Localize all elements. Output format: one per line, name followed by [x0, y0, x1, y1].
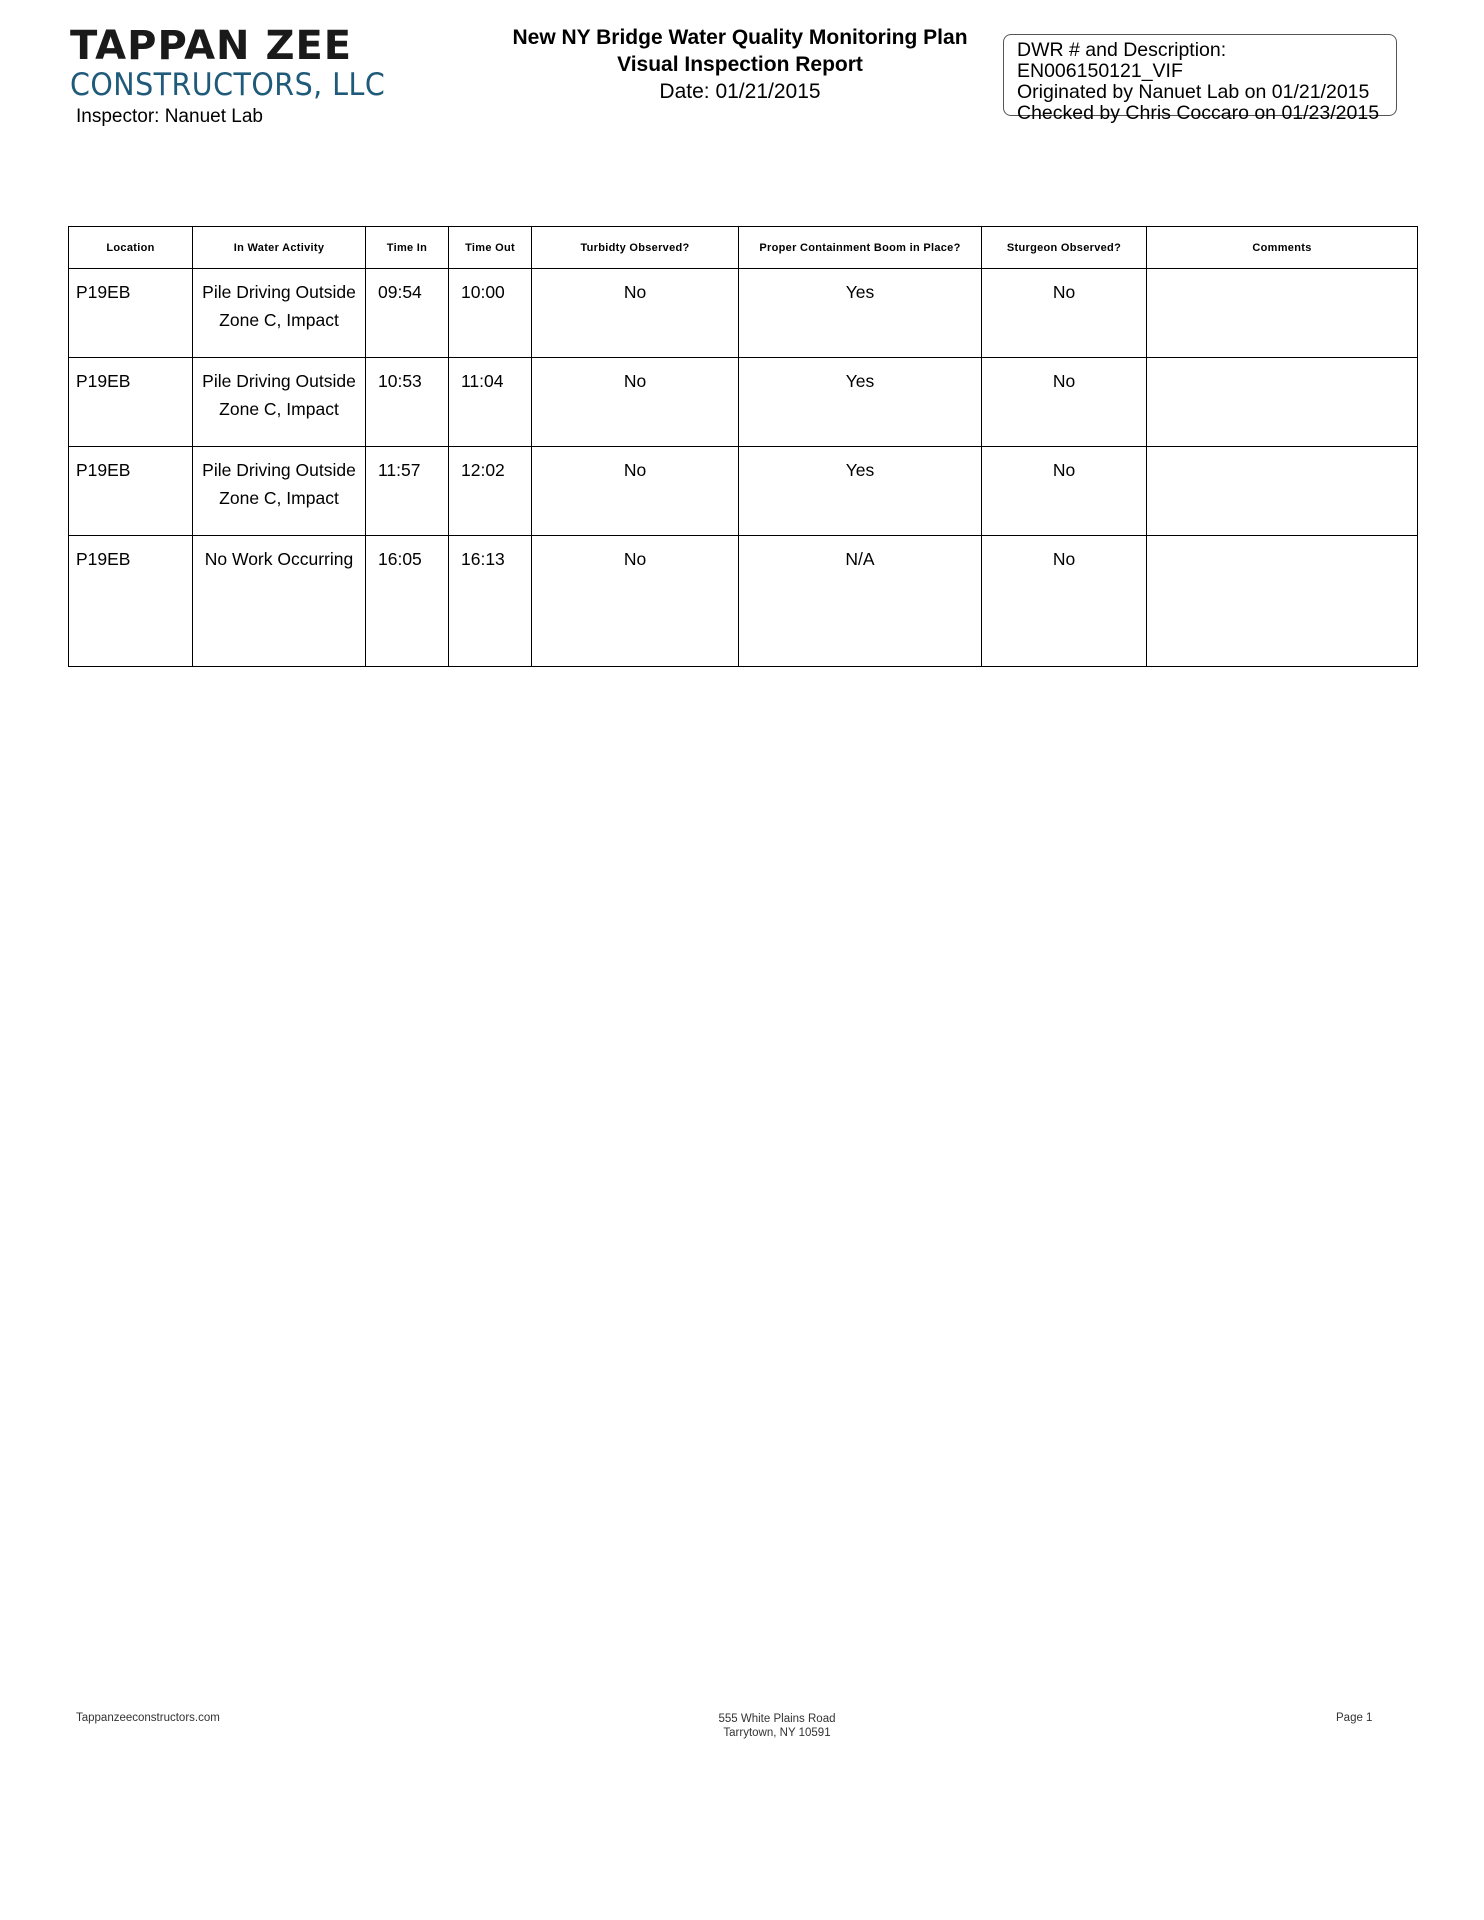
column-header-time-in: Time In — [366, 227, 449, 269]
cell-comments — [1147, 536, 1418, 667]
cell-time-out: 12:02 — [449, 447, 532, 536]
cell-time-out: 16:13 — [449, 536, 532, 667]
cell-comments — [1147, 269, 1418, 358]
cell-time-out: 10:00 — [449, 269, 532, 358]
cell-activity: Pile Driving Outside Zone C, Impact — [193, 358, 366, 447]
inspector-label: Inspector: Nanuet Lab — [76, 106, 263, 127]
cell-sturgeon: No — [982, 536, 1147, 667]
cell-boom: Yes — [739, 358, 982, 447]
footer-address-line-2: Tarrytown, NY 10591 — [723, 1727, 831, 1739]
cell-location: P19EB — [69, 358, 193, 447]
report-subtitle: Visual Inspection Report — [617, 53, 863, 76]
column-header-comments: Comments — [1147, 227, 1418, 269]
table-row — [69, 358, 1418, 447]
cell-time-out: 11:04 — [449, 358, 532, 447]
table-row — [69, 269, 1418, 358]
cell-boom: N/A — [739, 536, 982, 667]
cell-location: P19EB — [69, 447, 193, 536]
cell-sturgeon: No — [982, 358, 1147, 447]
column-header-sturgeon: Sturgeon Observed? — [982, 227, 1147, 269]
logo-line-2: CONSTRUCTORS, LLC — [70, 67, 386, 103]
cell-turbidity: No — [532, 536, 739, 667]
cell-turbidity: No — [532, 447, 739, 536]
cell-comments — [1147, 358, 1418, 447]
cell-turbidity: No — [532, 358, 739, 447]
column-header-activity: In Water Activity — [193, 227, 366, 269]
column-header-turbidity: Turbidty Observed? — [532, 227, 739, 269]
cell-location: P19EB — [69, 269, 193, 358]
dwr-originated: Originated by Nanuet Lab on 01/21/2015 — [1017, 81, 1370, 103]
cell-boom: Yes — [739, 269, 982, 358]
inspection-table — [68, 226, 1418, 667]
cell-activity: No Work Occurring — [193, 536, 366, 667]
cell-time-in: 11:57 — [366, 447, 449, 536]
footer-address-line-1: 555 White Plains Road — [718, 1713, 836, 1725]
cell-time-in: 10:53 — [366, 358, 449, 447]
cell-sturgeon: No — [982, 447, 1147, 536]
footer-address — [620, 1712, 934, 1740]
cell-turbidity: No — [532, 269, 739, 358]
footer-page-number: Page 1 — [1336, 1712, 1373, 1724]
column-header-location: Location — [69, 227, 193, 269]
dwr-description: DWR # and Description: EN006150121_VIF — [1017, 39, 1227, 82]
cell-location: P19EB — [69, 536, 193, 667]
column-header-boom: Proper Containment Boom in Place? — [739, 227, 982, 269]
table-row — [69, 536, 1418, 667]
dwr-checked: Checked by Chris Coccaro on 01/23/2015 — [1017, 102, 1380, 124]
report-date: Date: 01/21/2015 — [659, 80, 821, 103]
report-title-block — [480, 24, 1000, 106]
cell-comments — [1147, 447, 1418, 536]
logo-line-1: TAPPAN ZEE — [70, 23, 353, 69]
report-title: New NY Bridge Water Quality Monitoring Plan — [512, 26, 968, 49]
cell-activity: Pile Driving Outside Zone C, Impact — [193, 269, 366, 358]
table-row — [69, 447, 1418, 536]
column-header-time-out: Time Out — [449, 227, 532, 269]
cell-boom: Yes — [739, 447, 982, 536]
table-header-row — [69, 227, 1418, 269]
dwr-info-box — [1003, 34, 1397, 124]
cell-time-in: 09:54 — [366, 269, 449, 358]
cell-activity: Pile Driving Outside Zone C, Impact — [193, 447, 366, 536]
cell-sturgeon: No — [982, 269, 1147, 358]
cell-time-in: 16:05 — [366, 536, 449, 667]
company-logo — [70, 23, 386, 103]
footer-website: Tappanzeeconstructors.com — [76, 1712, 220, 1724]
